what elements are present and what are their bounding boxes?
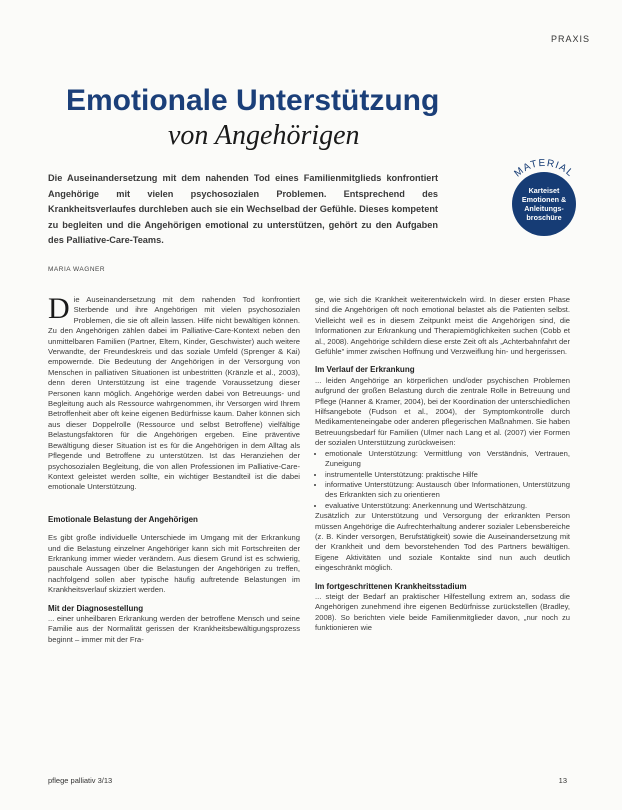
lead-paragraph xyxy=(48,171,438,249)
material-badge-circle xyxy=(512,172,576,236)
journal-footer: pflege palliativ 3/13 xyxy=(48,776,113,785)
section-heading: Mit der Diagnosestellung xyxy=(48,603,144,613)
list-item: • evaluative Unterstützung: Anerkennung und Wertschätzung. xyxy=(325,501,570,511)
list-item: • instrumentelle Unterstützung: praktische Hilfe xyxy=(325,470,570,480)
body-paragraph: Es gibt große individuelle Unterschiede im Umgang mit der Erkrankung und die Belastung einzelner Angehöriger kann sich mit Fortschreiten der Erkrankung immer wieder verändern. Aus diesem Grund ist es schwierig, pauschale Aussagen über die Belastungen der Angehörigen zu treffen, nachfolgend sollen aber typische häufig auftretende Belastungen im Krankheitsverlauf skizziert werden. xyxy=(48,533,300,595)
support-forms-list xyxy=(315,449,570,511)
author-name: MARIA WAGNER xyxy=(48,266,106,273)
body-paragraph: ... leiden Angehörige an körperlichen und/oder psychischen Problemen aufgrund der großen Belastung durch die zentrale Rolle in Betreuung und Pflege (Hanner & Kramer, 2004), bei der Koordination der unterschiedlichen Hilfsangebote (Fudson et al., 2004), der Symptomkontrolle durch Medikamenteneingabe oder anderen pflegerischen Maßnahmen. Sie haben Betreuungsbedarf für Familien (Ulmer nach Lang et al. (2007) vier Formen der sozialen Unterstützung zurückweisen: xyxy=(315,375,570,448)
svg-text:MATERIAL: MATERIAL xyxy=(512,157,576,180)
column-left xyxy=(48,292,300,645)
section-heading: Im Verlauf der Erkrankung xyxy=(315,365,415,375)
article-subtitle: von Angehörigen xyxy=(168,120,360,151)
article-title: Emotionale Unterstützung xyxy=(66,84,440,117)
body-paragraph: ... einer unheilbaren Erkrankung werden der betroffene Mensch und seine Familie aus der Normalität gerissen der Krankheitsbewältigungsprozess beginnt – immer mit der Fra- xyxy=(48,613,300,644)
body-paragraph: ... steigt der Bedarf an praktischer Hilfestellung extrem an, sodass die Angehörigen zunehmend ihre eigenen Bedürfnisse zurückstellen (Bradley, 2008). So berichten viele beide Familienmitglieder davon, „nur noch zu funktionieren wie xyxy=(315,591,570,633)
body-paragraph: ge, wie sich die Krankheit weiterentwickeln wird. In dieser ersten Phase sind die Angehörigen oft noch emotional belastet als die Patienten selbst. Vielleicht weil es in diesem Zeitpunkt meist die Angehörigen sind, die Informationen zur Erkrankung und Therapiemöglichkeiten suchen (Cobb et al., 2008). Angehörige schildern diese erste Zeit oft als „Achterbahnfahrt der Gefühle" immer zwischen Hoffnung und Verzweiflung hin- und hergerissen. xyxy=(315,295,570,357)
intro-paragraph xyxy=(48,292,300,493)
body-paragraph: Zusätzlich zur Unterstützung und Versorgung der erkrankten Person müssen Angehörige die Aufrechterhaltung anderer sozialer Lebensbereiche (z. B. Kinder versorgen, Berufstätigkeit) sowie die Auseinandersetzung mit der Krankheit und dem bevorstehenden Tod des Partners bewältigen. Eigene Aktivitäten und soziale Kontakte sind nun auch deutlich eingeschränkt möglich. xyxy=(315,511,570,573)
list-item: • emotionale Unterstützung: Vermittlung von Verständnis, Vertrauen, Zuneigung xyxy=(325,449,570,470)
section-heading: Emotionale Belastung der Angehörigen xyxy=(48,514,198,524)
drop-cap: D xyxy=(48,292,70,325)
material-badge xyxy=(494,156,594,256)
section-heading: Im fortgeschrittenen Krankheitsstadium xyxy=(315,581,467,591)
intro-text: ie Auseinandersetzung mit dem nahenden Tod konfrontiert Sterbende und ihre Angehörigen mit vielen psychosozialen Problemen, die sie oft allein lassen. Hilfe nicht bewältigen können. Zu den Angehörigen zählen dabei im Palliative-Care-Kontext neben den unmittelbaren Familien (Partner, Eltern, Kinder, Geschwister) auch weitere Verwandte, der Freundeskreis und das soziale Umfeld (Sprenger & Kai) empowernde. Die Bedeutung der Angehörigen in der Versorgung von Menschen in palliativen Situationen ist unbestritten (Kränzle et al., 2003), denn deren Unterstützung ist eine tragende Voraussetzung dieser Personen kann möglich. Angehörige werden dabei von Betreuungs- und Begleitung auch als Ressource wahrgenommen, ihr Versorgen wird Ihrem Betroffenheit aber oft keine eigenen Bedürfnisse kaum. Daher können sich aus dieser Doppelrolle (Ressource und selbst Betroffene) vielfältige Belastungsfaktoren für die Angehörigen ergeben. Eine präventive Bewältigung dieser Situation ist es für die Angehörigen in dem Alltag als Pflegende und Betroffene zu unterstützen. Ist das Heranziehen der psychosozialen Begleitung, die von allen Professionen im Palliative-Care-Kontext geleistet werden sollte, ein wichtiger Bestandteil ist die dabei emotionale Unterstützung. xyxy=(48,295,300,492)
list-item: • informative Unterstützung: Austausch über Informationen, Unterstützung des Erkrankten sich zu orientieren xyxy=(325,480,570,501)
column-right xyxy=(315,295,570,634)
page-number: 13 xyxy=(558,776,567,785)
material-badge-text: Karteiset Emotionen & Anleitungs-broschüre xyxy=(521,186,567,222)
section-label: PRAXIS xyxy=(550,34,590,44)
lead-text: Die Auseinandersetzung mit dem nahenden Tod eines Familienmitglieds konfrontiert Angehörige mit vielen psychosozialen Problemen. Entsprechend des Krankheitsverlaufes durchleben auch sie ein Wechselbad der Gefühle. Dieses kompetent zu begleiten und die Angehörigen emotional zu unterstützen, gehört zu den Aufgaben des Palliative-Care-Teams. xyxy=(48,173,438,246)
